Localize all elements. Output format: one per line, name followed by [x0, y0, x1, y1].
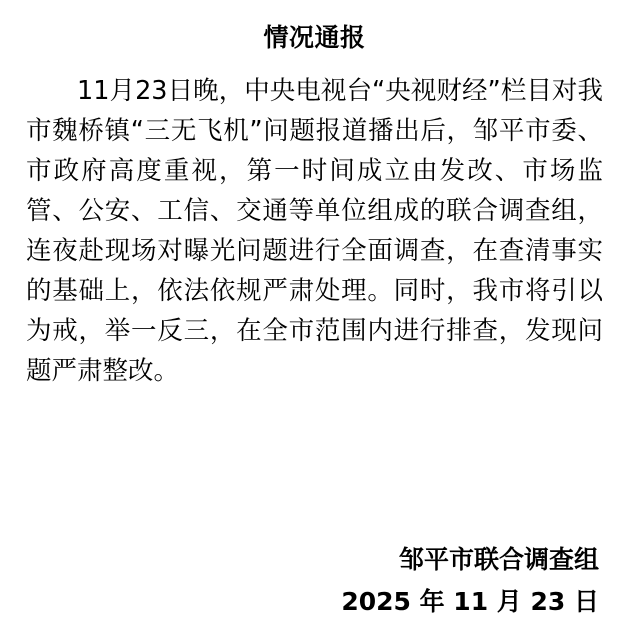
document-body-text: 11月23日晚，中央电视台“央视财经”栏目对我市魏桥镇“三无飞机”问题报道播出后，邹平市委、市政府高度重视，第一时间成立由发改、市场监管、公安、工信、交通等单位组成的联合调查组，连夜赴现场对曝光问题进行全面调查，在查清事实的基础上，依法依规严肃处理。同时，我市将引以为戒，举一反三，在全市范围内进行排查，发现问题严肃整改。 — [26, 75, 603, 386]
document-title: 情况通报 — [263, 23, 366, 52]
content-spacer — [26, 391, 603, 541]
signature-organization: 邹平市联合调查组 — [398, 545, 599, 574]
signature-date: 2025 年 11 月 23 日 — [341, 586, 599, 616]
